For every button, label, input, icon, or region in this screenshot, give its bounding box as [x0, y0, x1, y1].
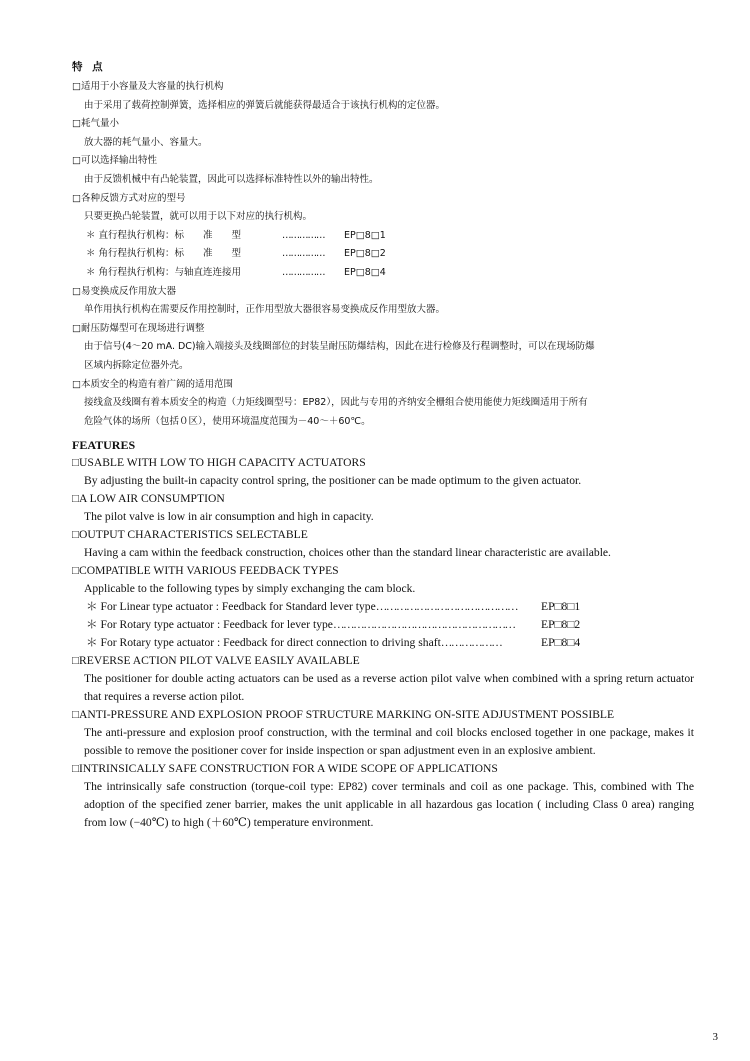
cn-feature-heading: □易变换成反作用放大器 — [72, 285, 176, 297]
en-feedback-type-row — [72, 616, 712, 634]
en-features-title: FEATURES — [72, 438, 136, 452]
en-feature-description: The anti-pressure and explosion proof construction, with the terminal and coil blocks enclosed together in one package, makes it possible to remove the positioner cover for inside inspection or span adjustment even in an explosive ambient. — [84, 726, 694, 757]
dot-leader: ……………………………………………… — [332, 618, 515, 631]
dot-leader: …………… — [282, 229, 325, 241]
cn-feature-heading: □可以选择输出特性 — [72, 155, 157, 167]
en-feedback-type-label — [86, 616, 533, 634]
dot-leader: …………… — [282, 266, 325, 278]
cn-feedback-type-label: ＊ 直行程执行机构：标 准 型 — [86, 229, 242, 241]
cn-feedback-type-label: ＊ 角行程执行机构：与轴直连连接用 — [86, 266, 242, 278]
en-feature-heading: □A LOW AIR CONSUMPTION — [72, 492, 225, 505]
en-feedback-type-row — [72, 598, 712, 616]
en-feature-description: By adjusting the built-in capacity control spring, the positioner can be made optimum to the given actuator. — [84, 474, 582, 487]
cn-feature-description: 由于反馈机械中有凸轮装置，因此可以选择标准特性以外的输出特性。 — [84, 173, 379, 185]
cn-feature-description: 区域内拆除定位器外壳。 — [84, 359, 189, 371]
dot-leader: …………… — [282, 248, 325, 260]
cn-feature-description: 由于信号(4～20 mA. DC)输入端接头及线圈部位的封装呈耐压防爆结构，因此在进行检修及行程调整时，可以在现场防爆 — [84, 341, 595, 353]
en-feedback-type-text: ＊ For Linear type actuator : Feedback for Standard lever type — [86, 600, 376, 613]
cn-feedback-type-row — [72, 227, 712, 246]
en-feedback-type-label — [86, 598, 533, 616]
en-feedback-type-label — [86, 634, 533, 652]
en-feature-description: The positioner for double acting actuators can be used as a reverse action pilot valve when combined with a spring return actuator that requires a reverse action pilot. — [84, 672, 694, 703]
cn-feature-description: 单作用执行机构在需要反作用控制时，正作用型放大器很容易变换成反作用型放大器。 — [84, 304, 446, 316]
cn-feature-description: 只要更换凸轮装置，就可以用于以下对应的执行机构。 — [84, 211, 313, 223]
en-model-number: EP□8□2 — [541, 618, 581, 631]
en-feature-description: The pilot valve is low in air consumption and high in capacity. — [84, 510, 374, 523]
en-feature-heading: □REVERSE ACTION PILOT VALVE EASILY AVAILABLE — [72, 654, 360, 667]
cn-feature-heading: □各种反馈方式对应的型号 — [72, 192, 186, 204]
en-feature-description: The intrinsically safe construction (torque-coil type: EP82) cover terminals and coil as one package. This, combined with The adoption of the specified zener barrier, makes the unit applicable in all hazardous gas location ( including Class 0 area) ranging from low (−40℃) to high (＋60℃) temperature environment. — [84, 780, 694, 829]
en-feature-description: Applicable to the following types by simply exchanging the cam block. — [84, 582, 416, 595]
cn-features-title: 特 点 — [72, 61, 106, 73]
dot-leader: …………………………………… — [375, 600, 518, 613]
cn-features-section — [72, 56, 712, 431]
en-model-number: EP□8□4 — [541, 636, 581, 649]
en-feature-description: Having a cam within the feedback construction, choices other than the standard linear characteristic are available. — [84, 546, 611, 559]
en-feature-heading: □ANTI-PRESSURE AND EXPLOSION PROOF STRUCTURE MARKING ON-SITE ADJUSTMENT POSSIBLE — [72, 708, 615, 721]
en-feedback-type-text: ＊ For Rotary type actuator : Feedback for lever type — [86, 618, 333, 631]
cn-feature-heading: □耗气量小 — [72, 118, 119, 130]
en-feature-heading: □OUTPUT CHARACTERISTICS SELECTABLE — [72, 528, 308, 541]
en-feature-heading: □COMPATIBLE WITH VARIOUS FEEDBACK TYPES — [72, 564, 339, 577]
en-feature-heading: □INTRINSICALLY SAFE CONSTRUCTION FOR A WIDE SCOPE OF APPLICATIONS — [72, 762, 498, 775]
cn-feature-description: 接线盒及线圈有着本质安全的构造（力矩线圈型号：EP82），因此与专用的齐纳安全栅组合使用能使力矩线圈适用于所有 — [84, 397, 588, 409]
cn-feature-heading: □适用于小容量及大容量的执行机构 — [72, 81, 224, 92]
cn-feedback-type-row — [72, 264, 712, 283]
en-features-section — [72, 436, 712, 832]
cn-feedback-type-row — [72, 245, 712, 264]
en-feedback-type-row — [72, 634, 712, 652]
cn-model-number: EP□8□2 — [344, 248, 386, 260]
en-feature-heading: □USABLE WITH LOW TO HIGH CAPACITY ACTUATORS — [72, 456, 366, 469]
cn-feature-description: 危险气体的场所（包括０区），使用环境温度范围为－40～＋60℃。 — [84, 415, 371, 427]
cn-feature-heading: □耐压防爆型可在现场进行调整 — [72, 322, 205, 334]
en-model-number: EP□8□1 — [541, 600, 581, 613]
cn-model-number: EP□8□4 — [344, 266, 386, 278]
cn-feature-description: 放大器的耗气量小、容量大。 — [84, 136, 208, 148]
page-number: 3 — [712, 1031, 718, 1043]
en-feedback-type-text: ＊ For Rotary type actuator : Feedback for direct connection to driving shaft — [86, 636, 441, 649]
cn-feedback-type-label: ＊ 角行程执行机构：标 准 型 — [86, 248, 242, 260]
cn-model-number: EP□8□1 — [344, 229, 386, 241]
cn-feature-heading: □本质安全的构造有着广阔的适用范围 — [72, 378, 233, 390]
cn-feature-description: 由于采用了载荷控制弹簧，选择相应的弹簧后就能获得最适合于该执行机构的定位器。 — [84, 99, 446, 111]
dot-leader: ……………… — [440, 636, 502, 649]
